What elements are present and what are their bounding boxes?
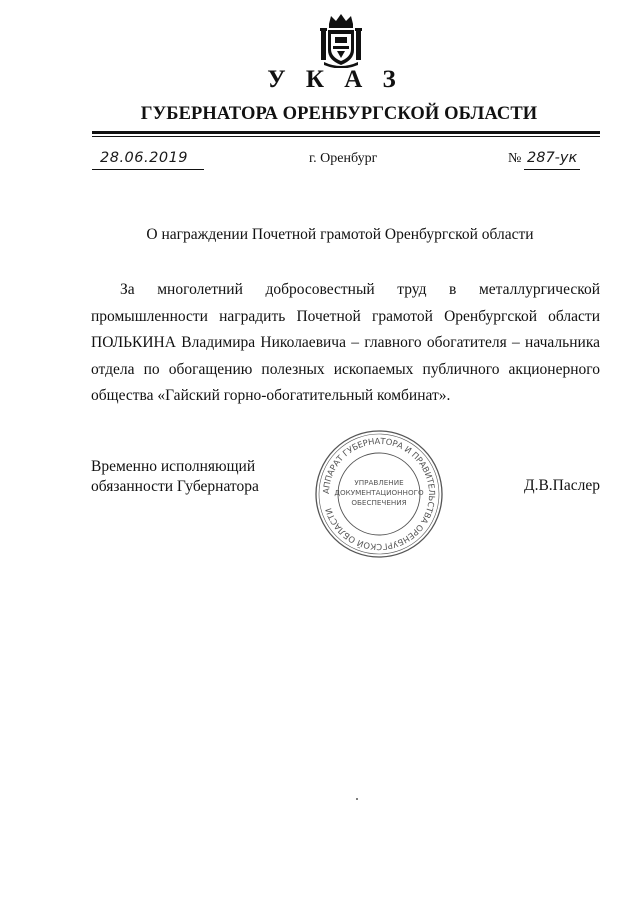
decree-body: За многолетний добросовестный труд в металлургической промышленности наградить Почетной грамотой Оренбургской области ПОЛЬКИНА Владимира Николаевича – главного обогатителя – начальника отдела по обогащению полезных ископаемых публичного акционерного общества «Гайский горно-обогатительный комбинат».	[91, 281, 600, 404]
coat-of-arms-icon	[318, 12, 364, 68]
issuer-title: ГУБЕРНАТОРА ОРЕНБУРГСКОЙ ОБЛАСТИ	[140, 104, 538, 124]
header-divider-thin	[92, 136, 600, 137]
decree-number: 287-ук	[527, 150, 578, 166]
stamp-line3: ОБЕСПЕЧЕНИЯ	[351, 498, 407, 507]
decree-city: г. Оренбург	[309, 151, 378, 166]
header-divider-thick	[92, 131, 600, 134]
number-sign: №	[508, 151, 522, 166]
signer-position-line2: обязанности Губернатора	[91, 478, 259, 495]
decree-date: 28.06.2019	[100, 150, 189, 166]
stamp-line2: ДОКУМЕНТАЦИОННОГО	[334, 488, 424, 497]
decree-date-field	[92, 150, 204, 172]
document-type-title: У К А З	[267, 66, 403, 93]
scan-speck	[356, 798, 358, 800]
official-stamp	[313, 428, 445, 560]
stamp-line1: УПРАВЛЕНИЕ	[354, 478, 404, 487]
signer-name: Д.В.Паслер	[524, 477, 600, 494]
signer-position-line1: Временно исполняющий	[91, 458, 256, 475]
stamp-ring-text: АППАРАТ ГУБЕРНАТОРА И ПРАВИТЕЛЬСТВА ОРЕНБУРГСКОЙ ОБЛАСТИ	[320, 435, 438, 553]
date-underline	[92, 169, 204, 170]
decree-subject: О награждении Почетной грамотой Оренбургской области	[146, 226, 534, 243]
signer-position	[91, 457, 291, 497]
number-underline	[524, 169, 580, 170]
